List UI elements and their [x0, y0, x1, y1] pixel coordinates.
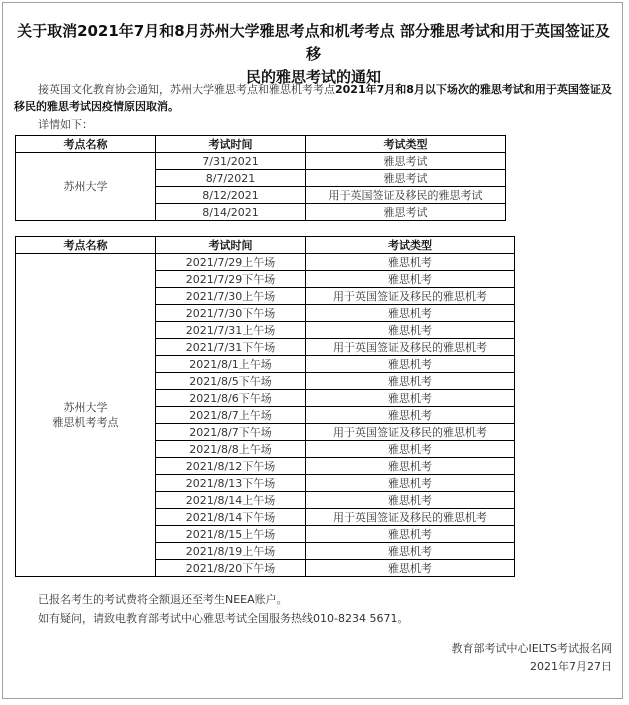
- exam-date-cell: 2021/8/8上午场: [156, 441, 306, 458]
- table-header-row: [16, 237, 515, 254]
- header-type: 考试类型: [306, 237, 515, 254]
- details-label: 详情如下：: [38, 118, 93, 131]
- exam-date-cell: 2021/7/29上午场: [156, 254, 306, 271]
- computer-exam-table: [15, 236, 515, 577]
- exam-type-cell: 雅思机考: [306, 271, 515, 288]
- exam-type-cell: 雅思机考: [306, 373, 515, 390]
- exam-date-cell: 2021/8/6下午场: [156, 390, 306, 407]
- table-header-row: [16, 136, 506, 153]
- exam-type-cell: 雅思机考: [306, 407, 515, 424]
- table-row: [16, 153, 506, 170]
- exam-type-cell: 雅思考试: [306, 153, 506, 170]
- exam-type-cell: 雅思机考: [306, 458, 515, 475]
- venue-cell: [16, 153, 156, 221]
- exam-type-cell: 雅思机考: [306, 390, 515, 407]
- intro-paragraph: [14, 81, 614, 115]
- exam-date-cell: 2021/8/12下午场: [156, 458, 306, 475]
- exam-type-cell: 雅思机考: [306, 543, 515, 560]
- exam-type-cell: 雅思机考: [306, 254, 515, 271]
- header-time: 考试时间: [156, 237, 306, 254]
- table-row: [16, 254, 515, 271]
- exam-type-cell: 雅思机考: [306, 441, 515, 458]
- intro-plain-text: 接英国文化教育协会通知，苏州大学雅思考点和雅思机考考点: [38, 83, 335, 96]
- contact-note: 如有疑问，请致电教育部考试中心雅思考试全国服务热线010-8234 5671。: [38, 612, 409, 625]
- exam-date-cell: 2021/7/31上午场: [156, 322, 306, 339]
- exam-type-cell: 雅思机考: [306, 305, 515, 322]
- exam-type-cell: 雅思考试: [306, 204, 506, 221]
- exam-date-cell: 2021/8/7下午场: [156, 424, 306, 441]
- exam-date-cell: 2021/7/31下午场: [156, 339, 306, 356]
- exam-type-cell: 用于英国签证及移民的雅思机考: [306, 339, 515, 356]
- exam-date-cell: 2021/8/5下午场: [156, 373, 306, 390]
- header-venue: 考点名称: [16, 237, 156, 254]
- signature-date: 2021年7月27日: [530, 660, 612, 673]
- signature-org: 教育部考试中心IELTS考试报名网: [451, 642, 612, 655]
- exam-type-cell: 雅思机考: [306, 492, 515, 509]
- venue-name-line-1: 苏州大学: [63, 401, 108, 414]
- refund-note: 已报名考生的考试费将全额退还至考生NEEA账户。: [38, 593, 288, 606]
- exam-type-cell: 雅思考试: [306, 170, 506, 187]
- intro-bold-text: 2021年7月和8月以下场次的雅思考试和用于英国签证及移民的雅思考试因疫情原因取消。: [14, 83, 612, 113]
- exam-date-cell: 2021/8/7上午场: [156, 407, 306, 424]
- exam-date-cell: 2021/8/14下午场: [156, 509, 306, 526]
- exam-date-cell: 2021/7/30下午场: [156, 305, 306, 322]
- exam-type-cell: 用于英国签证及移民的雅思机考: [306, 288, 515, 305]
- exam-date-cell: 2021/8/19上午场: [156, 543, 306, 560]
- exam-date-cell: 2021/8/15上午场: [156, 526, 306, 543]
- exam-date-cell: 8/7/2021: [156, 170, 306, 187]
- exam-type-cell: 雅思机考: [306, 560, 515, 577]
- title-line-2: 民的雅思考试的通知: [245, 68, 381, 86]
- exam-date-cell: 2021/8/13下午场: [156, 475, 306, 492]
- header-type: 考试类型: [306, 136, 506, 153]
- exam-type-cell: 用于英国签证及移民的雅思机考: [306, 509, 515, 526]
- exam-date-cell: 2021/7/30上午场: [156, 288, 306, 305]
- venue-cell: [16, 254, 156, 577]
- title-line-1: 关于取消2021年7月和8月苏州大学雅思考点和机考考点 部分雅思考试和用于英国签证及移: [17, 22, 610, 63]
- header-time: 考试时间: [156, 136, 306, 153]
- exam-date-cell: 7/31/2021: [156, 153, 306, 170]
- exam-date-cell: 8/12/2021: [156, 187, 306, 204]
- exam-type-cell: 雅思机考: [306, 356, 515, 373]
- exam-date-cell: 2021/7/29下午场: [156, 271, 306, 288]
- venue-name: 苏州大学: [63, 180, 108, 193]
- exam-date-cell: 2021/8/20下午场: [156, 560, 306, 577]
- exam-type-cell: 用于英国签证及移民的雅思机考: [306, 424, 515, 441]
- venue-name-line-2: 雅思机考考点: [52, 416, 119, 429]
- exam-type-cell: 雅思机考: [306, 322, 515, 339]
- ielts-exam-table: [15, 135, 506, 221]
- exam-date-cell: 8/14/2021: [156, 204, 306, 221]
- exam-date-cell: 2021/8/1上午场: [156, 356, 306, 373]
- exam-type-cell: 雅思机考: [306, 475, 515, 492]
- exam-type-cell: 雅思机考: [306, 526, 515, 543]
- exam-date-cell: 2021/8/14上午场: [156, 492, 306, 509]
- header-venue: 考点名称: [16, 136, 156, 153]
- page-title: [10, 20, 617, 89]
- exam-type-cell: 用于英国签证及移民的雅思考试: [306, 187, 506, 204]
